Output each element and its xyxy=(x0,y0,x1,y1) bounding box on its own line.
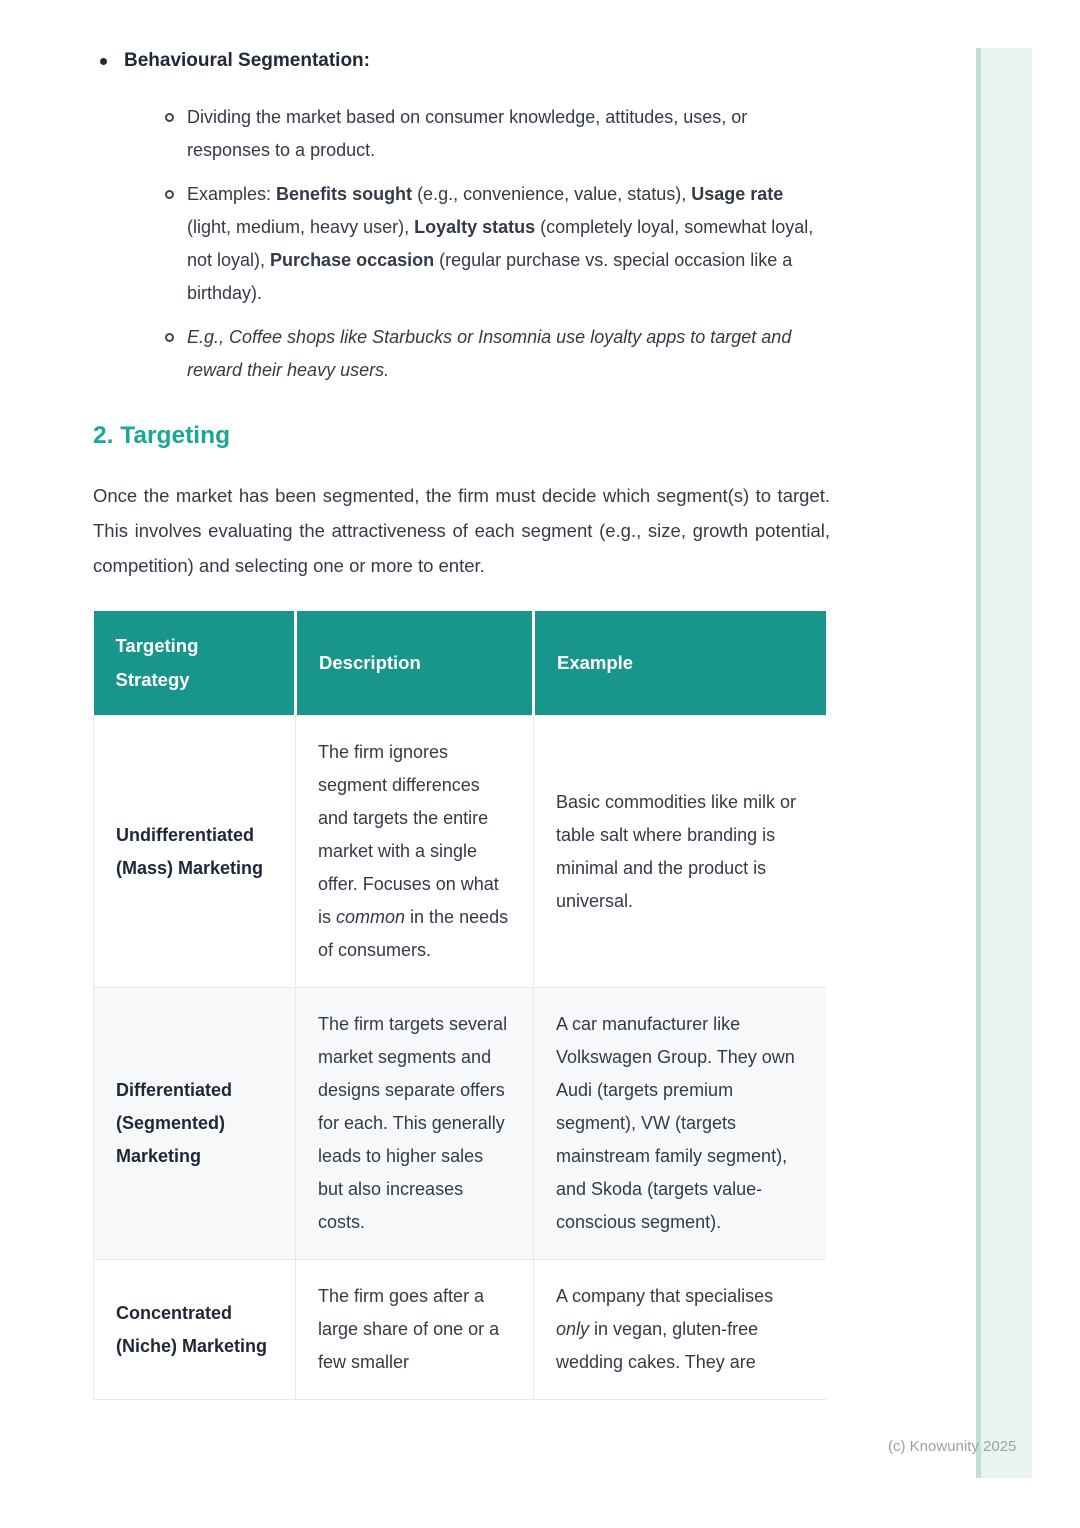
segmentation-sublist xyxy=(124,101,830,387)
section-heading-targeting: 2. Targeting xyxy=(93,422,231,449)
column-header-targeting-strategy: Targeting Strategy xyxy=(94,611,296,716)
strategy-cell: Differentiated (Segmented) Marketing xyxy=(94,988,296,1260)
column-header-description: Description xyxy=(296,611,534,716)
targeting-table-container xyxy=(93,611,826,1469)
list-item-behavioural-segmentation xyxy=(93,48,830,387)
list-item-text: Examples: Benefits sought (e.g., convenience, value, status), Usage rate (light, medium, heavy user), Loyalty status (completely loyal, somewhat loyal, not loyal), Purchase occasion (regular purchase vs. special occasion like a birthday). xyxy=(187,184,814,303)
description-cell: The firm targets several market segments and designs separate offers for each. This generally leads to higher sales but also increases costs. xyxy=(296,988,534,1260)
strategy-cell: Concentrated (Niche) Marketing xyxy=(94,1260,296,1400)
circle-bullet-icon xyxy=(165,333,174,342)
targeting-intro-paragraph: Once the market has been segmented, the firm must decide which segment(s) to target. This involves evaluating the attractiveness of each segment (e.g., size, growth potential, competition) and selecting one or more to enter. xyxy=(93,485,830,576)
page-edge-decoration xyxy=(976,48,1032,1478)
targeting-strategies-table xyxy=(93,611,826,1400)
segmentation-list xyxy=(93,48,830,387)
table-row-undifferentiated xyxy=(94,716,827,988)
example-cell: Basic commodities like milk or table salt where branding is minimal and the product is universal. xyxy=(534,716,827,988)
strategy-cell: Undifferentiated (Mass) Marketing xyxy=(94,716,296,988)
document-content xyxy=(93,48,830,1469)
list-item-text: Dividing the market based on consumer knowledge, attitudes, uses, or responses to a product. xyxy=(187,107,748,160)
list-item-title: Behavioural Segmentation: xyxy=(124,50,370,71)
description-cell: The firm ignores segment differences and targets the entire market with a single offer. Focuses on what is common in the needs of consumers. xyxy=(296,716,534,988)
table-header-row xyxy=(94,611,827,716)
list-item-examples xyxy=(187,178,830,310)
description-cell: The firm goes after a large share of one or a few smaller xyxy=(296,1260,534,1400)
bullet-icon xyxy=(100,58,107,65)
circle-bullet-icon xyxy=(165,190,174,199)
example-cell: A company that specialises only in vegan, gluten-free wedding cakes. They are xyxy=(534,1260,827,1400)
circle-bullet-icon xyxy=(165,113,174,122)
list-item-text: E.g., Coffee shops like Starbucks or Insomnia use loyalty apps to target and reward their heavy users. xyxy=(187,327,792,380)
table-row-differentiated xyxy=(94,988,827,1260)
list-item-definition xyxy=(187,101,830,167)
column-header-example: Example xyxy=(534,611,827,716)
example-cell: A car manufacturer like Volkswagen Group. They own Audi (targets premium segment), VW (targets mainstream family segment), and Skoda (targets value-conscious segment). xyxy=(534,988,827,1260)
table-row-concentrated xyxy=(94,1260,827,1400)
list-item-eg-coffee xyxy=(187,321,830,387)
copyright-footer: (c) Knowunity 2025 xyxy=(888,1438,1017,1455)
